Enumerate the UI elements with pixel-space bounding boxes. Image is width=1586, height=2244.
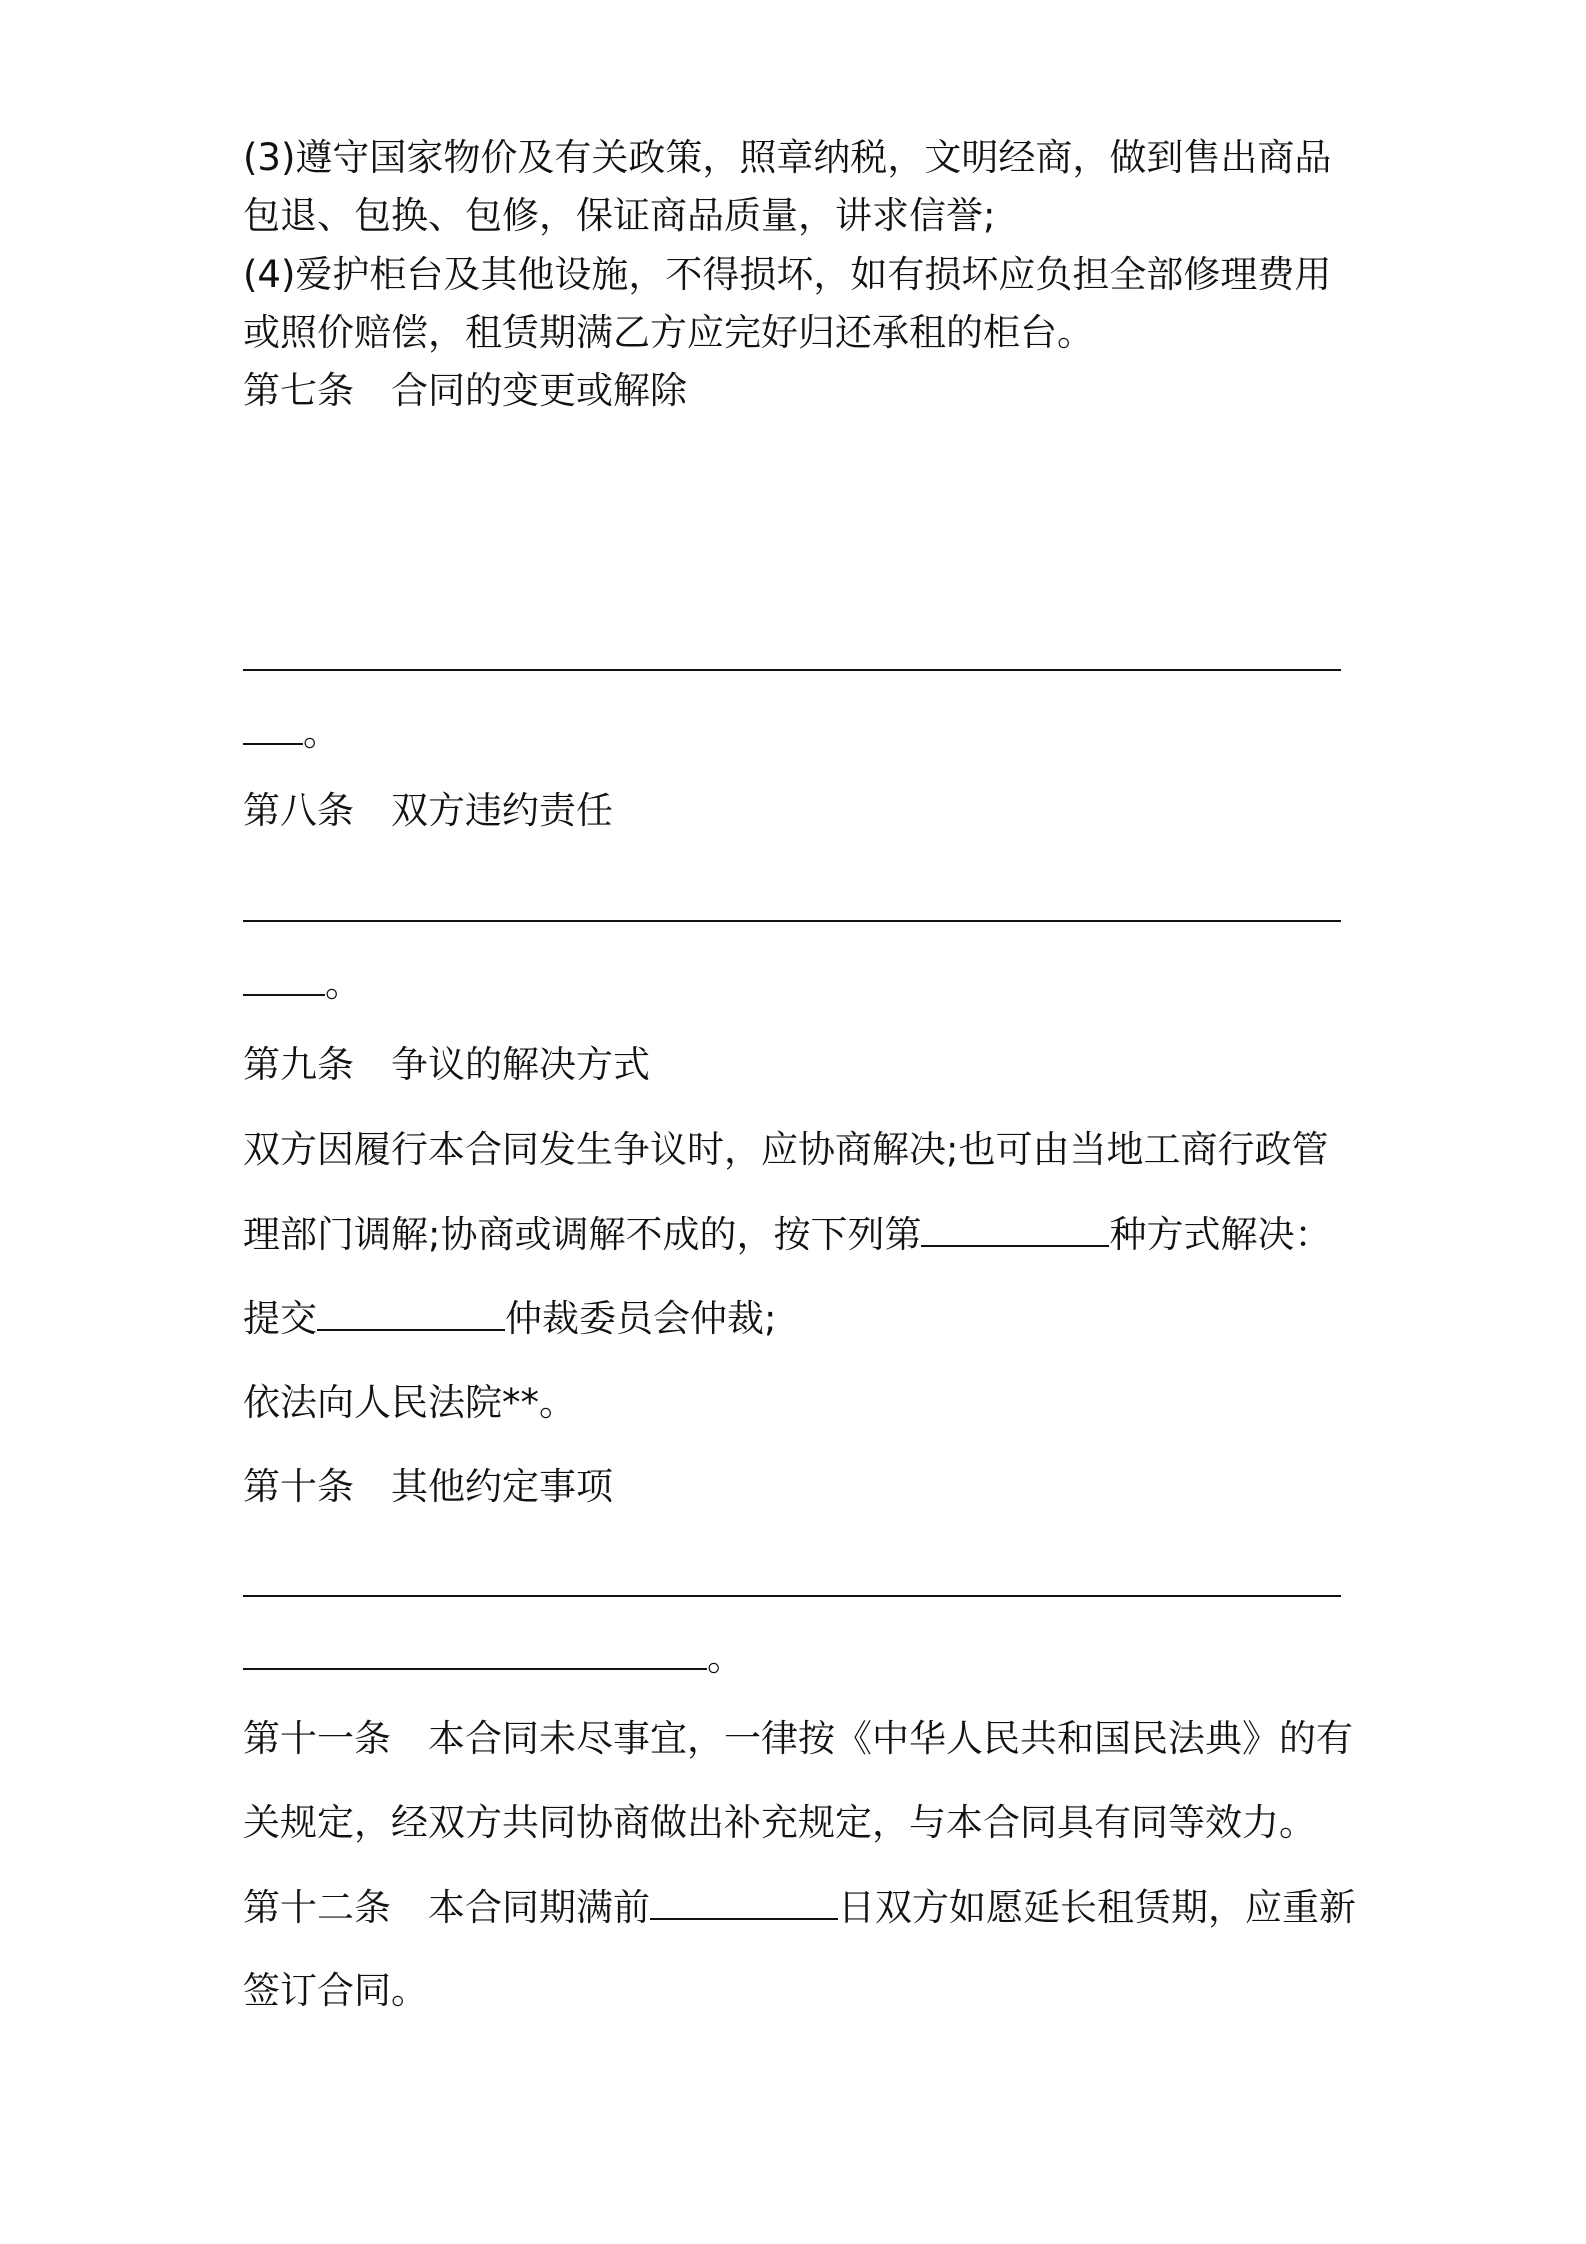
article-8-title: 第八条 双方违约责任 — [243, 789, 613, 832]
article-7-fill-blank — [243, 713, 303, 745]
article-7-fill-tail — [243, 703, 340, 763]
article-9-line-2 — [243, 1205, 1363, 1265]
article-9-title: 第九条 争议的解决方式 — [243, 1043, 650, 1086]
article-10-fill-rule — [243, 1595, 1341, 1597]
article-12-line-1-end: 日双方如愿延长租赁期，应重新 — [838, 1886, 1356, 1929]
article-12-line-1 — [243, 1878, 1363, 1938]
article-10-title: 第十条 其他约定事项 — [243, 1465, 613, 1508]
article-12-line-2: 签订合同。 — [243, 1969, 428, 2012]
article-9-line-4: 依法向人民法院**。 — [243, 1381, 576, 1424]
article-10-fill-blank — [243, 1638, 707, 1670]
clause-4-line-1: (4)爱护柜台及其他设施，不得损坏，如有损坏应负担全部修理费用 — [243, 253, 1332, 296]
clause-3-line-1: (3)遵守国家物价及有关政策，照章纳税，文明经商，做到售出商品 — [243, 136, 1332, 179]
clause-4-line-2: 或照价赔偿，租赁期满乙方应完好归还承租的柜台。 — [243, 311, 1094, 354]
article-11-line-1: 第十一条 本合同未尽事宜，一律按《中华人民共和国民法典》的有 — [243, 1717, 1353, 1760]
clause-3-line-2: 包退、包换、包修，保证商品质量，讲求信誉; — [243, 194, 996, 237]
article-10-fill-tail — [243, 1628, 744, 1688]
article-9-line-2-start: 理部门调解;协商或调解不成的，按下列第 — [243, 1213, 922, 1256]
article-9-line-3 — [243, 1289, 1363, 1349]
article-9-line-3-end: 仲裁委员会仲裁; — [505, 1297, 777, 1340]
article-8-fill-blank — [243, 964, 325, 996]
article-7-fill-rule — [243, 669, 1341, 671]
article-10-fill-end: 。 — [707, 1636, 744, 1679]
article-8-fill-rule — [243, 920, 1341, 922]
article-7-fill-end: 。 — [303, 711, 340, 754]
article-9-line-2-end: 种方式解决： — [1109, 1213, 1332, 1256]
article-9-line-3-start: 提交 — [243, 1297, 317, 1340]
article-8-fill-end: 。 — [325, 962, 362, 1005]
article-7-title: 第七条 合同的变更或解除 — [243, 369, 687, 412]
article-11-line-2: 关规定，经双方共同协商做出补充规定，与本合同具有同等效力。 — [243, 1801, 1316, 1844]
article-8-fill-tail — [243, 954, 362, 1014]
article-9-line-1: 双方因履行本合同发生争议时，应协商解决;也可由当地工商行政管 — [243, 1128, 1329, 1171]
dispute-method-blank — [921, 1215, 1109, 1247]
arbitration-commission-blank — [317, 1299, 505, 1331]
renewal-days-blank — [650, 1888, 838, 1920]
article-12-line-1-start: 第十二条 本合同期满前 — [243, 1886, 650, 1929]
